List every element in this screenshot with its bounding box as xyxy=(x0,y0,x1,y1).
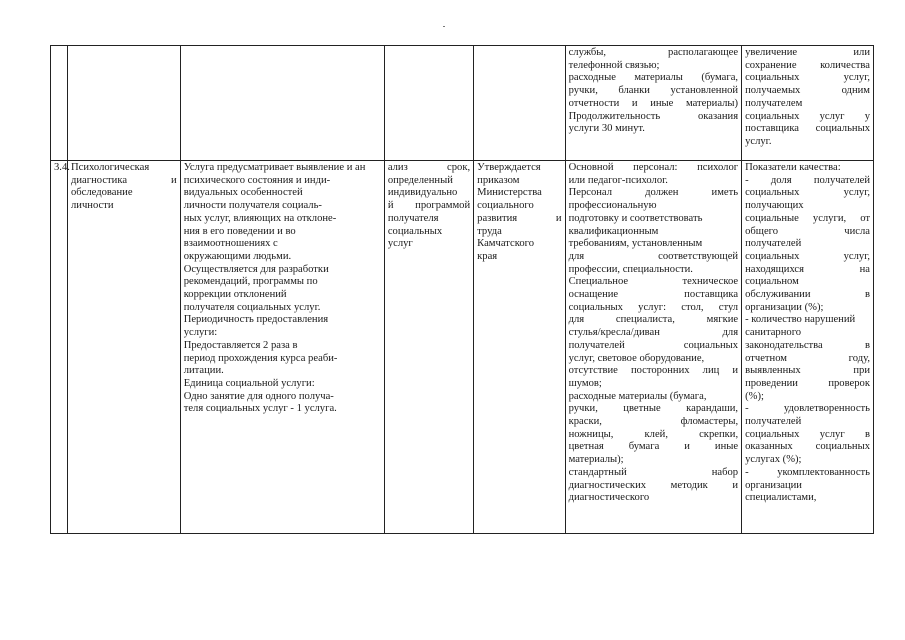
text-line: ручки, цветные карандаши, xyxy=(568,403,739,415)
text-line: расходные материалы (бумага, xyxy=(568,72,739,84)
text-line: социальных xyxy=(387,225,443,237)
cell-quality-indicators xyxy=(742,46,874,161)
text-line: - удовлетворенность xyxy=(745,403,870,415)
cell-conditions xyxy=(565,161,742,534)
text-line: литации. xyxy=(183,365,224,377)
text-line: получателей xyxy=(745,416,802,428)
text-line: приказом xyxy=(477,174,520,186)
text-line: Камчатского xyxy=(477,238,534,250)
text-line: видуальных особенностей xyxy=(183,187,303,199)
cell-description xyxy=(180,161,384,534)
cell-num xyxy=(51,46,68,161)
text-line: личности xyxy=(71,200,114,212)
text-line: - доля получателей xyxy=(745,174,870,186)
text-line: сохранение количества xyxy=(745,59,870,71)
text-line: квалификационным xyxy=(568,225,659,237)
text-line: Одно занятие для одного получа- xyxy=(183,390,334,402)
text-line: социальном xyxy=(745,276,799,288)
text-line: Услуга предусматривает выявление и ан xyxy=(183,162,366,173)
text-line: выявленных при xyxy=(745,365,870,377)
text-line: окружающими людьми. xyxy=(183,250,292,262)
text-line: социального xyxy=(477,200,534,212)
text-line: получателя xyxy=(387,212,439,224)
text-line: для соответствующей xyxy=(568,250,739,262)
text-line: получателей xyxy=(745,238,802,250)
text-line: Специальное техническое xyxy=(568,276,739,288)
text-line: социальных услуг, xyxy=(745,72,870,84)
text-line: обслуживании в xyxy=(745,289,870,301)
scan-speck xyxy=(443,26,445,27)
text-line: подготовку и соответствовать xyxy=(568,212,703,224)
text-line: Показатели качества: xyxy=(745,162,841,173)
text-line: получателей социальных xyxy=(568,339,739,351)
text-line: расходные материалы (бумага, xyxy=(568,390,707,402)
text-line: телефонной связью; xyxy=(568,59,660,71)
text-line: санитарного xyxy=(745,327,802,339)
text-line: оснащение поставщика xyxy=(568,289,739,301)
text-line: услуг, световое оборудование, xyxy=(568,352,705,364)
text-line: труда xyxy=(477,225,502,237)
text-line: получаемых одним xyxy=(745,85,870,97)
text-line: получающих xyxy=(745,200,804,212)
text-line: проведении проверок xyxy=(745,377,870,389)
cell-quality-indicators xyxy=(742,161,874,534)
text-line: личности получателя социаль- xyxy=(183,200,322,212)
text-line: ализ срок, xyxy=(387,162,471,173)
text-line: услуги 30 минут. xyxy=(568,123,645,135)
text-line: отчетности и иные материалы) xyxy=(568,97,739,109)
text-line: Персонал должен иметь xyxy=(568,187,739,199)
text-line: Министерства xyxy=(477,187,542,199)
text-line: получателя социальных услуг. xyxy=(183,301,321,313)
text-line: шумов; xyxy=(568,377,602,389)
cell-conditions xyxy=(565,46,742,161)
text-line: Продолжительность оказания xyxy=(568,110,739,122)
text-line: определенный xyxy=(387,174,453,186)
text-line: услуги: xyxy=(183,327,218,339)
text-line: оказанных социальных xyxy=(745,441,870,453)
text-line: диагностических методик и xyxy=(568,479,739,491)
text-line: ных услуг, влияющих на отклоне- xyxy=(183,212,337,224)
text-line: услуг. xyxy=(745,135,772,147)
text-line: общего числа xyxy=(745,225,870,237)
text-line: стандартный набор xyxy=(568,466,739,478)
text-line: ножницы, клей, скрепки, xyxy=(568,428,739,440)
text-line: социальных услуг, xyxy=(745,187,870,199)
text-line: отсутствие посторонних лиц и xyxy=(568,365,739,377)
text-line: для специалиста, мягкие xyxy=(568,314,739,326)
text-line: профессиональную xyxy=(568,200,657,212)
text-line: взаимоотношениях с xyxy=(183,238,278,250)
cell-name xyxy=(68,46,181,161)
text-line: - количество нарушений xyxy=(745,314,856,326)
text-line: социальных услуг: стол, стул xyxy=(568,301,739,313)
text-line: (%); xyxy=(745,390,764,402)
cell-basis xyxy=(474,161,565,534)
text-line: Предоставляется 2 раза в xyxy=(183,339,298,351)
text-line: требованиям, установленным xyxy=(568,238,703,250)
cell-description xyxy=(180,46,384,161)
text-line: социальных услуг, xyxy=(745,250,870,262)
text-line: индивидуально xyxy=(387,187,458,199)
text-line: диагностического xyxy=(568,492,650,504)
text-line: находящихся на xyxy=(745,263,870,275)
text-line: коррекции отклонений xyxy=(183,289,287,301)
text-line: краски, фломастеры, xyxy=(568,416,739,428)
text-line: цветная бумага и иные xyxy=(568,441,739,453)
text-line: Единица социальной услуги: xyxy=(183,377,315,389)
text-line: ния в его поведении и во xyxy=(183,225,296,237)
text-line: теля социальных услуг - 1 услуга. xyxy=(183,403,337,415)
text-line: профессии, специальности. xyxy=(568,263,693,275)
table-row xyxy=(51,46,874,161)
cell-basis xyxy=(474,46,565,161)
text-line: социальных услуг у xyxy=(745,110,870,122)
text-line: психического состояния и инди- xyxy=(183,174,331,186)
text-line: края xyxy=(477,250,498,262)
text-line: поставщика социальных xyxy=(745,123,870,135)
cell-term xyxy=(384,46,473,161)
text-line: социальных услуг в xyxy=(745,428,870,440)
text-line: материалы); xyxy=(568,454,624,466)
text-line: организации (%); xyxy=(745,301,824,313)
text-line: рекомендаций, программы по xyxy=(183,276,318,288)
text-line: социальные услуги, от xyxy=(745,212,870,224)
text-line: стулья/кресла/диван для xyxy=(568,327,739,339)
cell-term xyxy=(384,161,473,534)
text-line: Осуществляется для разработки xyxy=(183,263,329,275)
text-line: отчетном году, xyxy=(745,352,870,364)
text-line: услугах (%); xyxy=(745,454,802,466)
cell-name xyxy=(68,161,181,534)
services-table xyxy=(50,45,874,534)
text-line: или педагог-психолог. xyxy=(568,174,668,186)
cell-num xyxy=(51,161,68,534)
text-line: Утверждается xyxy=(477,162,541,173)
service-number: 3.4. xyxy=(54,162,70,173)
table-row xyxy=(51,161,874,534)
text-line: развития и xyxy=(477,212,562,224)
text-line: период прохождения курса реаби- xyxy=(183,352,338,364)
text-line: специалистами, xyxy=(745,492,817,504)
text-line: й программой xyxy=(387,200,471,212)
text-line: получателем xyxy=(745,97,803,109)
text-line: увеличение или xyxy=(745,47,870,58)
text-line: диагностика и xyxy=(71,174,177,186)
text-line: организации xyxy=(745,479,802,491)
text-line: ручки, бланки установленной xyxy=(568,85,739,97)
text-line: Психологическая xyxy=(71,162,150,173)
text-line: Основной персонал: психолог xyxy=(568,162,739,173)
text-line: службы, располагающее xyxy=(568,47,739,58)
text-line: обследование xyxy=(71,187,133,199)
text-line: законодательства в xyxy=(745,339,870,351)
text-line: Периодичность предоставления xyxy=(183,314,329,326)
text-line: - укомплектованность xyxy=(745,466,870,478)
text-line: услуг xyxy=(387,238,413,250)
